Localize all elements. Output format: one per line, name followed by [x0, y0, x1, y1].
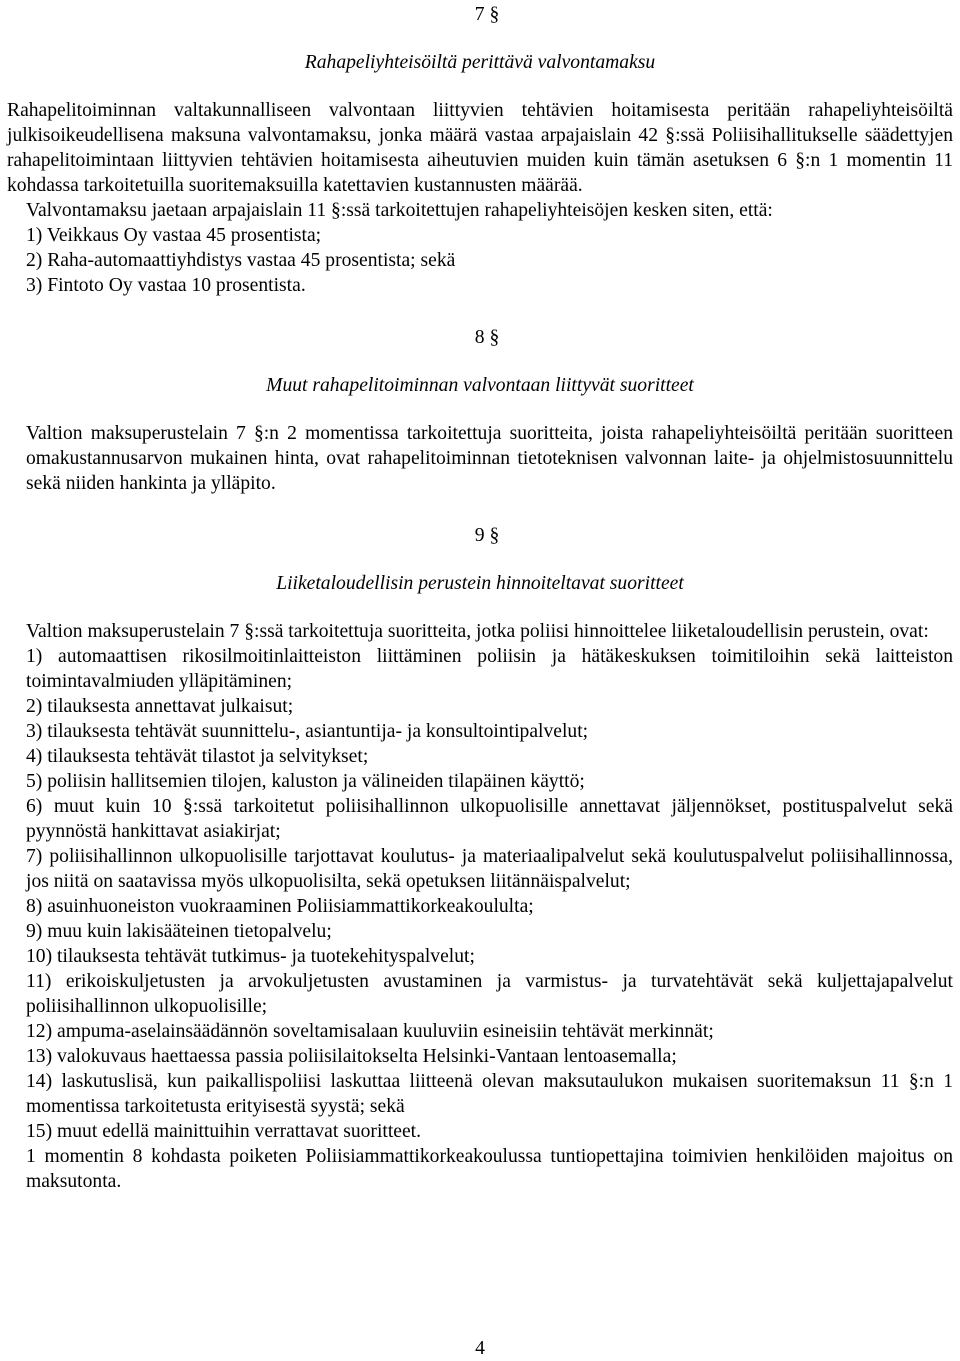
section-number: 7 §: [474, 4, 500, 25]
list-item: 11) erikoiskuljetusten ja arvokuljetusten avustaminen ja varmistus- ja turvatehtävät sekä kuljettajapalvelut poliisihallinnon ulkopuolisille;: [26, 971, 953, 1017]
section-number: 8 §: [474, 327, 500, 348]
list-item: 13) valokuvaus haettaessa passia poliisilaitokselta Helsinki-Vantaan lentoasemalla;: [26, 1046, 677, 1067]
list-item: 14) laskutuslisä, kun paikallispoliisi laskuttaa liitteenä olevan maksutaulukon mukaisen suoritemaksun 11 §:n 1 momentissa tarkoitetusta erityisestä syystä; sekä: [26, 1071, 953, 1117]
list-item: 4) tilauksesta tehtävät tilastot ja selvitykset;: [26, 746, 369, 767]
list-item: 2) tilauksesta annettavat julkaisut;: [26, 696, 294, 717]
list-item: 9) muu kuin lakisääteinen tietopalvelu;: [26, 921, 332, 942]
section-heading: Rahapeliyhteisöiltä perittävä valvontamaksu: [304, 52, 656, 73]
list-item: 1) automaattisen rikosilmoitinlaitteiston liittäminen poliisin ja hätäkeskuksen toimitiloihin sekä laitteiston toimintavalmiuden ylläpitäminen;: [26, 646, 953, 692]
list-item: 7) poliisihallinnon ulkopuolisille tarjottavat koulutus- ja materiaalipalvelut sekä koulutuspalvelut poliisihallinnossa, jos niitä on saatavissa myös ulkopuolisilta, sekä opetuksen liitännäispalvelut;: [26, 846, 953, 892]
list-item: 12) ampuma-aselainsäädännön soveltamisalaan kuuluviin esineisiin tehtävät merkinnät;: [26, 1021, 714, 1042]
paragraph: 1 momentin 8 kohdasta poiketen Poliisiammattikorkeakoulussa tuntiopettajina toimivien henkilöiden majoitus on maksutonta.: [26, 1146, 953, 1192]
section-number: 9 §: [474, 525, 500, 546]
section-heading: Liiketaloudellisin perustein hinnoiteltavat suoritteet: [276, 573, 684, 594]
list-item: 6) muut kuin 10 §:ssä tarkoitetut poliisihallinnon ulkopuolisille annettavat jäljennökset, postituspalvelut sekä pyynnöstä hankittavat asiakirjat;: [26, 796, 953, 842]
list-item: 8) asuinhuoneiston vuokraaminen Poliisiammattikorkeakoululta;: [26, 896, 534, 917]
list-item: 2) Raha-automaattiyhdistys vastaa 45 prosentista; sekä: [26, 250, 456, 271]
list-item: 10) tilauksesta tehtävät tutkimus- ja tuotekehityspalvelut;: [26, 946, 475, 967]
paragraph: Valtion maksuperustelain 7 §:n 2 momentissa tarkoitettuja suoritteita, joista rahapeliyhteisöiltä peritään suoritteen omakustannusarvon mukainen hinta, ovat rahapelitoiminnan tietoteknisen valvonnan laite- ja ohjelmistosuunnittelu sekä niiden hankinta ja ylläpito.: [26, 423, 953, 494]
section-8-body: [7, 421, 953, 496]
section-heading: Muut rahapelitoiminnan valvontaan liittyvät suoritteet: [266, 375, 694, 396]
paragraph: Valvontamaksu jaetaan arpajaislain 11 §:ssä tarkoitettujen rahapeliyhteisöjen kesken siten, että:: [26, 200, 773, 221]
list-item: 1) Veikkaus Oy vastaa 45 prosentista;: [26, 225, 322, 246]
list-item: 3) Fintoto Oy vastaa 10 prosentista.: [26, 275, 306, 296]
paragraph: Valtion maksuperustelain 7 §:ssä tarkoitettuja suoritteita, jotka poliisi hinnoittelee liiketaloudellisin perustein, ovat:: [26, 621, 929, 642]
paragraph: Rahapelitoiminnan valtakunnalliseen valvontaan liittyvien tehtävien hoitamisesta peritään rahapeliyhteisöiltä julkisoikeudellisena maksuna valvontamaksu, jonka määrä vastaa arpajaislain 42 §:ssä Poliisihallitukselle säädettyjen rahapelitoimintaan liittyvien tehtävien hoitamisesta aiheutuvien muiden kuin tämän asetuksen 6 §:n 1 momentin 11 kohdassa tarkoitetuilla suoritemaksuilla katettavien kustannusten määrää.: [7, 100, 953, 196]
page-number: 4: [475, 1338, 485, 1359]
section-9-body: [7, 619, 953, 1194]
list-item: 3) tilauksesta tehtävät suunnittelu-, asiantuntija- ja konsultointipalvelut;: [26, 721, 589, 742]
list-item: 15) muut edellä mainittuihin verrattavat suoritteet.: [26, 1121, 422, 1142]
list-item: 5) poliisin hallitsemien tilojen, kaluston ja välineiden tilapäinen käyttö;: [26, 771, 585, 792]
section-7-body: [7, 98, 953, 298]
document-page: [7, 0, 953, 1194]
